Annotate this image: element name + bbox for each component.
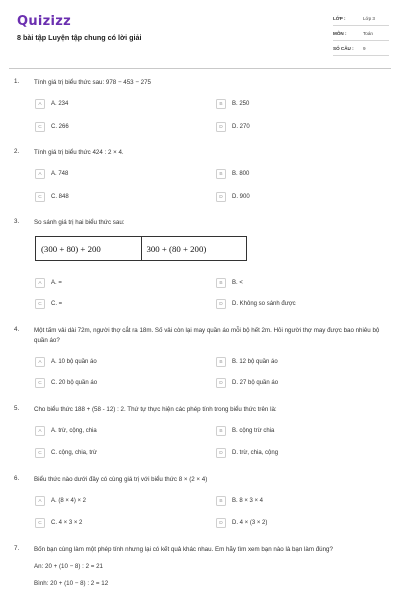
option-text: C. 848: [51, 193, 69, 200]
question-number: 2.: [14, 148, 20, 155]
meta-class-label: LỚP :: [333, 16, 346, 21]
question-number: 7.: [14, 545, 20, 552]
option-letter-box: A: [35, 169, 45, 179]
question-number: 6.: [14, 475, 20, 482]
answer-line-text: An: 20 + (10 − 8) : 2 = 21: [34, 563, 103, 570]
option-text: A. =: [51, 279, 62, 286]
question-text: Một tấm vải dài 72m, người thợ cắt ra 18m. Số vải còn lại may quần áo mỗi bộ hết 2m. Hỏi người thợ may được bao nhiêu bộ quần áo?: [34, 327, 380, 344]
option-text: C. 266: [51, 123, 69, 130]
option-text: A. 748: [51, 170, 69, 177]
option-letter-box: C: [35, 122, 45, 132]
meta-subject-value: Toán: [363, 31, 373, 36]
question-text: Tính giá trị biểu thức sau: 978 − 453 − 275: [34, 79, 151, 86]
option-letter-box: D: [216, 299, 226, 309]
meta-divider: [333, 55, 389, 56]
expression-left: (300 + 80) + 200: [41, 244, 101, 254]
option-letter-box: C: [35, 518, 45, 528]
worksheet-title: 8 bài tập Luyện tập chung có lời giải: [17, 33, 142, 42]
question-number: 3.: [14, 218, 20, 225]
meta-count-label: SỐ CÂU :: [333, 46, 354, 51]
option-letter-box: D: [216, 192, 226, 202]
option-text: A. (8 × 4) × 2: [51, 497, 87, 504]
option-text: D. Không so sánh được: [232, 300, 296, 307]
option-letter-box: A: [35, 278, 45, 288]
option-text: A. 10 bộ quần áo: [51, 358, 97, 365]
question-text: Tính giá trị biểu thức 424 : 2 × 4.: [34, 149, 124, 156]
expression-right: 300 + (80 + 200): [141, 237, 247, 260]
question-number: 1.: [14, 78, 20, 85]
option-letter-box: D: [216, 448, 226, 458]
answer-line-text: Bình: 20 + (10 − 8) : 2 = 12: [34, 580, 109, 587]
meta-count-value: 9: [363, 46, 366, 51]
comparison-table: [35, 236, 247, 261]
option-text: B. 12 bộ quần áo: [232, 358, 278, 365]
option-letter-box: C: [35, 448, 45, 458]
worksheet-header: [0, 0, 400, 68]
header-divider: [9, 68, 391, 69]
option-letter-box: B: [216, 426, 226, 436]
option-text: B. 8 × 3 × 4: [232, 497, 264, 504]
meta-divider: [333, 40, 389, 41]
option-text: D. 270: [232, 123, 250, 130]
question-text: Bốn bạn cùng làm một phép tính nhưng lại có kết quả khác nhau. Em hãy tìm xem bạn nào là bạn làm đúng?: [34, 546, 333, 553]
option-text: B. cộng trừ chia: [232, 427, 275, 434]
option-text: D. trừ, chia, cộng: [232, 449, 279, 456]
question-text: Cho biểu thức 188 + (58 - 12) : 2. Thứ tự thực hiện các phép tính trong biểu thức trên là:: [34, 406, 277, 413]
option-letter-box: B: [216, 496, 226, 506]
option-text: D. 900: [232, 193, 250, 200]
option-text: D. 4 × (3 × 2): [232, 519, 268, 526]
option-letter-box: B: [216, 278, 226, 288]
option-text: C. =: [51, 300, 63, 307]
meta-subject-label: MÔN :: [333, 31, 347, 36]
option-letter-box: D: [216, 378, 226, 388]
option-letter-box: C: [35, 299, 45, 309]
option-text: A. trừ, cộng, chia: [51, 427, 97, 434]
option-letter-box: C: [35, 192, 45, 202]
option-letter-box: B: [216, 357, 226, 367]
option-text: C. 20 bộ quần áo: [51, 379, 98, 386]
option-text: D. 27 bộ quần áo: [232, 379, 279, 386]
option-text: B. 250: [232, 100, 250, 107]
option-letter-box: A: [35, 99, 45, 109]
option-text: B. <: [232, 279, 243, 286]
option-letter-box: A: [35, 426, 45, 436]
option-text: C. 4 × 3 × 2: [51, 519, 83, 526]
option-text: C. cộng, chia, trừ: [51, 449, 98, 456]
question-text: So sánh giá trị hai biểu thức sau:: [34, 219, 125, 226]
option-letter-box: D: [216, 518, 226, 528]
option-text: B. 800: [232, 170, 250, 177]
option-letter-box: B: [216, 99, 226, 109]
meta-class-value: Lớp 3: [363, 16, 375, 21]
meta-divider: [333, 25, 389, 26]
question-number: 5.: [14, 405, 20, 412]
quizizz-logo: Quizizz: [17, 14, 72, 29]
option-letter-box: A: [35, 357, 45, 367]
option-letter-box: D: [216, 122, 226, 132]
option-text: A. 234: [51, 100, 69, 107]
option-letter-box: B: [216, 169, 226, 179]
option-letter-box: A: [35, 496, 45, 506]
question-number: 4.: [14, 326, 20, 333]
option-letter-box: C: [35, 378, 45, 388]
question-text: Biểu thức nào dưới đây có cùng giá trị với biểu thức 8 × (2 × 4): [34, 476, 208, 483]
